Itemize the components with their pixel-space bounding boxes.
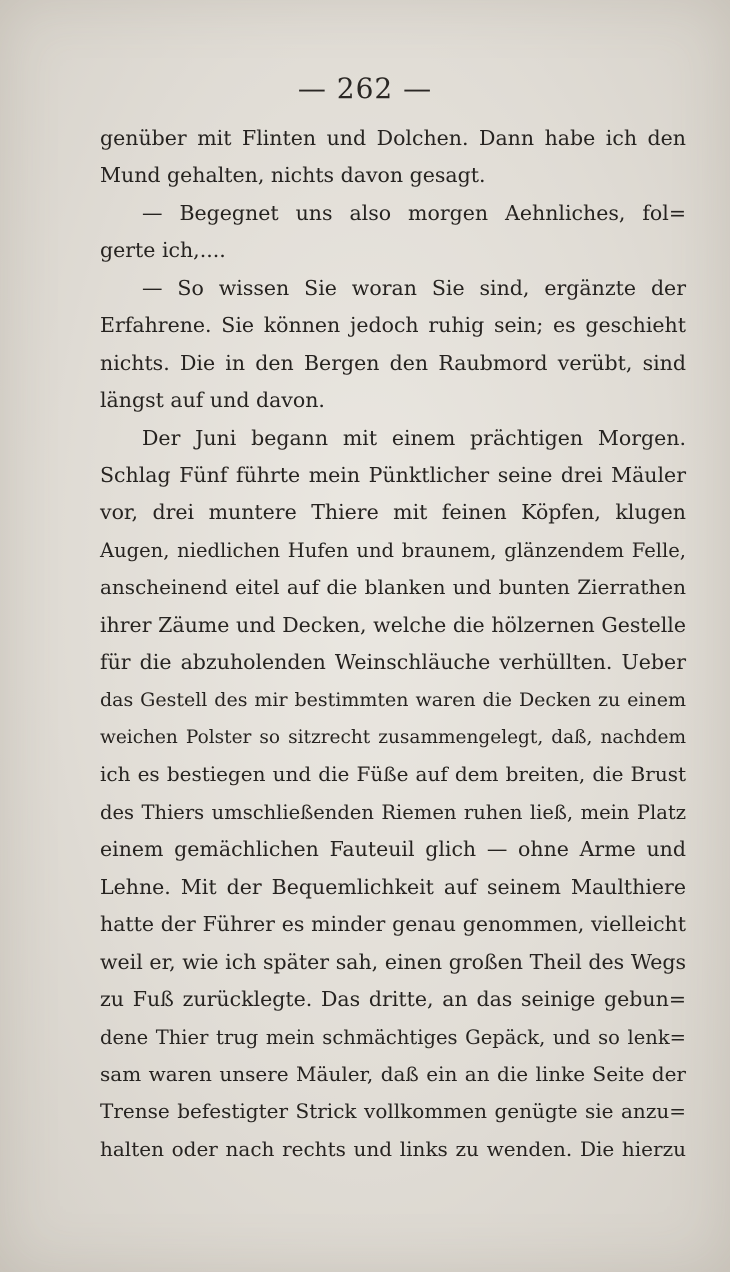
text-line: Augen, niedlichen Hufen und braunem, glänzendem Felle, [100,538,686,562]
text-line: ihrer Zäume und Decken, welche die hölzernen Gestelle [100,612,686,637]
text-line: einem gemächlichen Fauteuil glich — ohne Arme und [100,837,686,862]
text-line: zu Fuß zurücklegte. Das dritte, an das seinige gebun= [100,987,686,1012]
text-line: hatte der Führer es minder genau genommen, vielleicht [100,912,686,937]
text-line: Schlag Fünf führte mein Pünktlicher seine drei Mäuler [100,462,686,487]
text-line: — Begegnet uns also morgen Aehnliches, fol= [142,200,686,225]
text-line: anscheinend eitel auf die blanken und bunten Zierrathen [100,575,686,600]
body-text [100,120,686,1168]
text-line: Der Juni begann mit einem prächtigen Morgen. [142,425,686,450]
text-line: des Thiers umschließenden Riemen ruhen ließ, mein Platz [100,800,686,824]
text-line: weil er, wie ich später sah, einen großen Theil des Wegs [100,949,686,974]
text-line: gerte ich,.... [100,238,226,263]
text-line: dene Thier trug mein schmächtiges Gepäck, und so lenk= [100,1025,686,1049]
text-line: sam waren unsere Mäuler, daß ein an die linke Seite der [100,1061,686,1086]
text-line: ich es bestiegen und die Füße auf dem breiten, die Brust [100,762,686,787]
text-line: Erfahrene. Sie können jedoch ruhig sein; es geschieht [100,313,686,338]
text-line: halten oder nach rechts und links zu wenden. Die hierzu [100,1136,686,1161]
text-line: nichts. Die in den Bergen den Raubmord verübt, sind [100,350,686,375]
text-line: Mund gehalten, nichts davon gesagt. [100,163,486,188]
text-line: das Gestell des mir bestimmten waren die Decken zu einem [100,688,686,711]
text-line: längst auf und davon. [100,388,325,413]
text-line: weichen Polster so sitzrecht zusammengelegt, daß, nachdem [100,727,686,748]
text-line: vor, drei muntere Thiere mit feinen Köpfen, klugen [100,500,686,525]
text-line: genüber mit Flinten und Dolchen. Dann habe ich den [100,126,686,150]
page-number: — 262 — [297,72,433,105]
text-line: Lehne. Mit der Bequemlichkeit auf seinem Maulthiere [100,874,686,899]
text-line: Trense befestigter Strick vollkommen genügte sie anzu= [100,1099,686,1124]
text-line: — So wissen Sie woran Sie sind, ergänzte der [142,275,686,300]
text-line: für die abzuholenden Weinschläuche verhüllten. Ueber [100,650,686,675]
